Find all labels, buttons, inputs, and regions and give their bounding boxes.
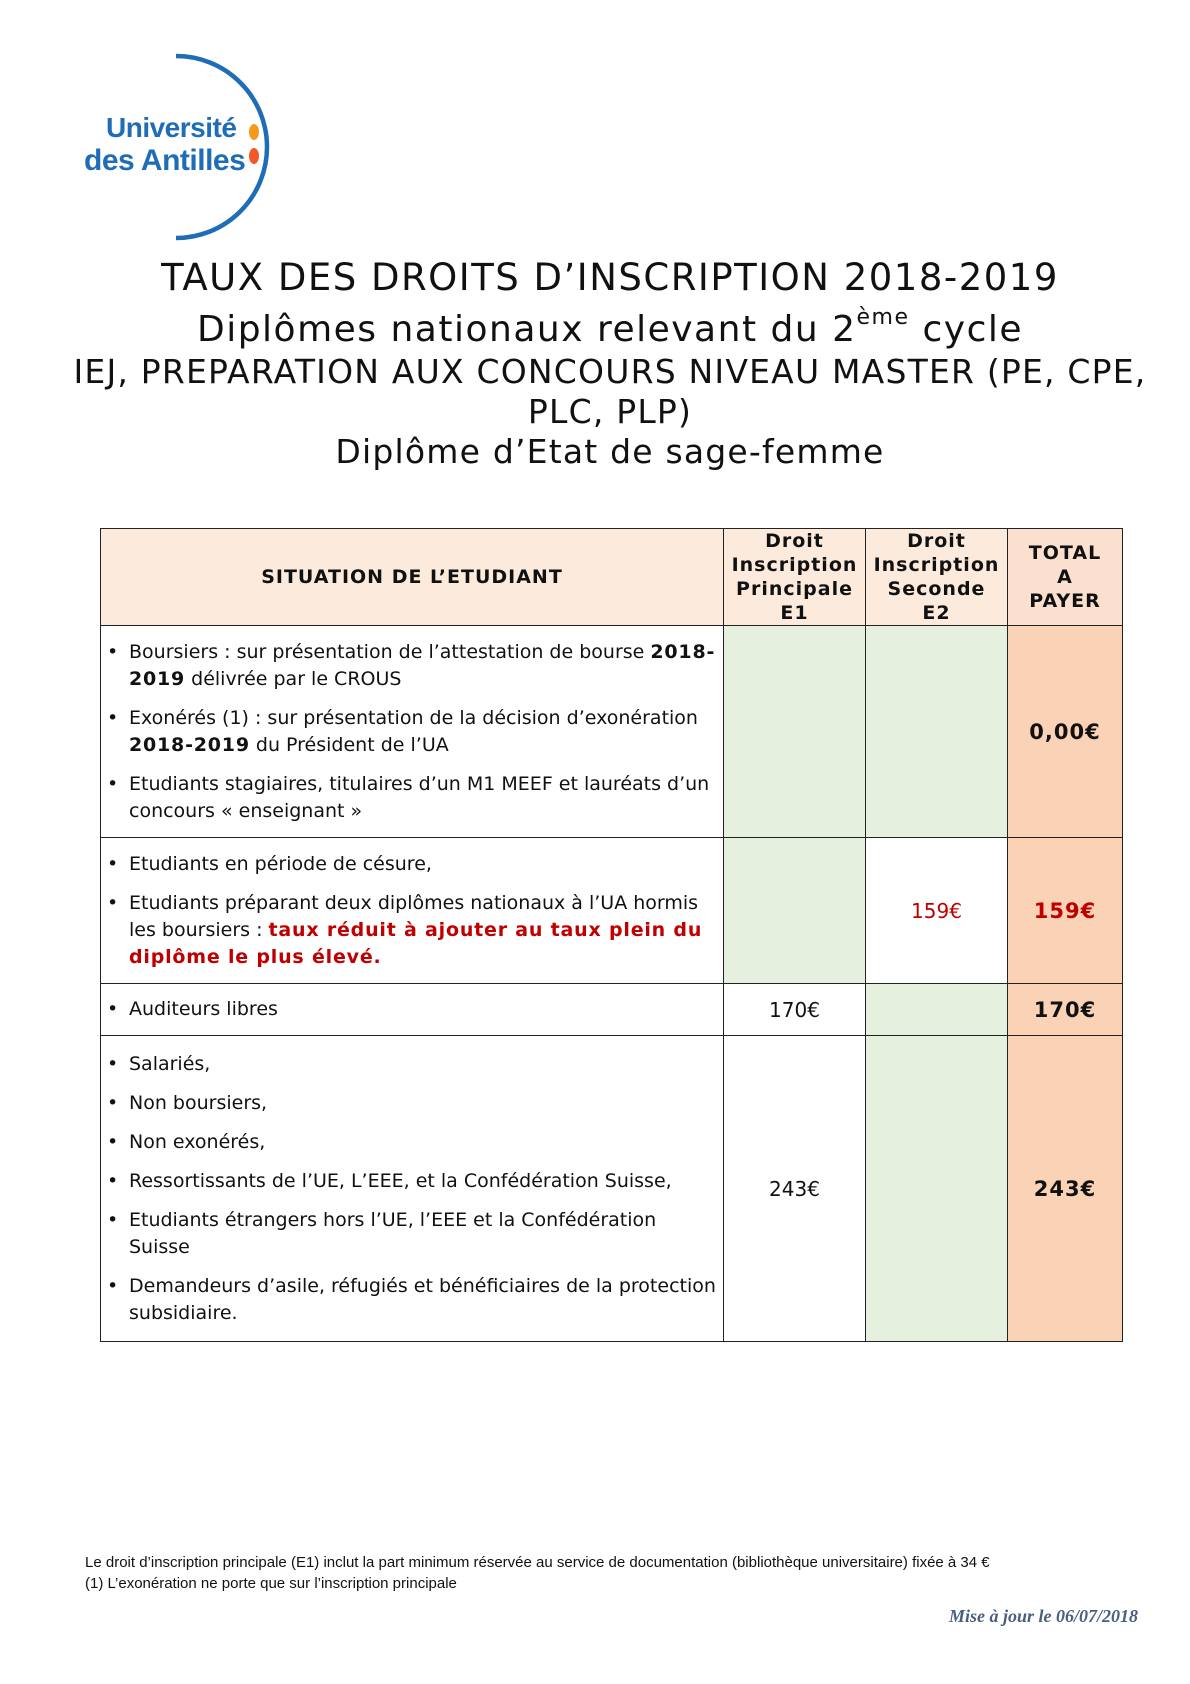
subtitle-cycle (60, 300, 1160, 352)
header-e1 (724, 529, 866, 626)
item-text: Etudiants stagiaires, titulaires d’un M1 MEEF et lauréats d’un concours « enseignant » (129, 772, 710, 822)
header-total-line: TOTAL (1028, 542, 1102, 564)
cell-e1: 243€ (724, 1036, 866, 1342)
item-text: Exonérés (1) : sur présentation de la décision d’exonération (129, 706, 698, 729)
subtitle-concours: IEJ, PREPARATION AUX CONCOURS NIVEAU MASTER (PE, CPE, PLC, PLP) (73, 352, 1147, 431)
bullet-list (101, 996, 723, 1023)
item-bold-text: 2018-2019 (129, 733, 250, 756)
header-e2-line: Inscription (873, 554, 1000, 576)
logo-text-line2: des Antilles (84, 144, 246, 177)
footnote-exoneration: (1) L’exonération ne porte que sur l’inscription principale (85, 1575, 457, 1592)
subtitle-cycle-end: cycle (909, 309, 1024, 350)
header-e2-line: Seconde (887, 578, 986, 600)
cell-total: 159€ (1008, 838, 1123, 984)
item-text: Boursiers : sur présentation de l’attestation de bourse (129, 640, 651, 663)
header-e2-line: E2 (922, 602, 951, 624)
item-bold-text: 2018-2019 (129, 640, 716, 690)
university-logo (78, 52, 288, 242)
header-e1-line: Inscription (731, 554, 858, 576)
cell-e2 (866, 984, 1008, 1036)
item-red-text: taux réduit à ajouter au taux plein du diplôme le plus élevé. (129, 918, 703, 968)
item-text: du Président de l’UA (249, 733, 449, 756)
cell-total: 170€ (1008, 984, 1123, 1036)
list-item (101, 1129, 723, 1156)
header-e1-line: E1 (780, 602, 809, 624)
list-item (101, 851, 723, 878)
item-text: Salariés, (129, 1052, 211, 1075)
cell-e1 (724, 626, 866, 838)
list-item (101, 1207, 723, 1261)
item-text: Non boursiers, (129, 1091, 268, 1114)
list-item (101, 1273, 723, 1327)
table-row (101, 1036, 1123, 1342)
header-e2-line: Droit (907, 530, 966, 552)
list-item (101, 996, 723, 1023)
footnote-e1: Le droit d’inscription principale (E1) inclut la part minimum réservée au service de documentation (bibliothèque universitaire) fixée à 34 € (85, 1554, 990, 1571)
cell-e2: 159€ (866, 838, 1008, 984)
header-situation: SITUATION DE L’ETUDIANT (101, 529, 724, 626)
cell-e2 (866, 626, 1008, 838)
header-total-line: PAYER (1029, 590, 1101, 612)
list-item (101, 1090, 723, 1117)
fees-table (100, 528, 1123, 1342)
row-description (101, 1036, 724, 1342)
list-item (101, 705, 723, 759)
list-item (101, 639, 723, 693)
item-text: Non exonérés, (129, 1130, 266, 1153)
item-text: Ressortissants de l’UE, L’EEE, et la Confédération Suisse, (129, 1169, 672, 1192)
item-text: Auditeurs libres (129, 998, 278, 1020)
header-e1-line: Droit (765, 530, 824, 552)
logo-text-line1: Université (106, 112, 237, 143)
subtitle-cycle-sup: ème (856, 305, 910, 330)
list-item (101, 1168, 723, 1195)
subtitle-cycle-main: Diplômes nationaux relevant du 2 (196, 309, 857, 350)
header-total (1008, 529, 1123, 626)
cell-total: 243€ (1008, 1036, 1123, 1342)
list-item (101, 771, 723, 825)
item-text: Etudiants en période de césure, (129, 852, 432, 875)
subtitle-sage-femme: Diplôme d’Etat de sage-femme (335, 432, 885, 471)
bullet-list (101, 851, 723, 971)
footnotes (85, 1552, 990, 1594)
table-row (101, 626, 1123, 838)
table-row (101, 984, 1123, 1036)
cell-e1 (724, 838, 866, 984)
row-description (101, 838, 724, 984)
item-text: Etudiants étrangers hors l’UE, l’EEE et la Confédération Suisse (129, 1208, 657, 1258)
list-item (101, 890, 723, 971)
item-text: délivrée par le CROUS (185, 667, 402, 690)
list-item (101, 1051, 723, 1078)
header-total-line: A (1057, 566, 1073, 588)
header-e2 (866, 529, 1008, 626)
cell-total: 0,00€ (1008, 626, 1123, 838)
item-text: Etudiants préparant deux diplômes nationaux à l’UA hormis les boursiers : (129, 891, 699, 941)
row-description (101, 984, 724, 1036)
item-text: Demandeurs d’asile, réfugiés et bénéficiaires de la protection subsidiaire. (129, 1274, 716, 1324)
row-description (101, 626, 724, 838)
page-title: TAUX DES DROITS D’INSCRIPTION 2018-2019 (161, 256, 1059, 299)
table-header-row (101, 529, 1123, 626)
table-row (101, 838, 1123, 984)
page-title-block (60, 256, 1160, 472)
bullet-list (101, 639, 723, 825)
bullet-list (101, 1051, 723, 1327)
cell-e1: 170€ (724, 984, 866, 1036)
cell-e2 (866, 1036, 1008, 1342)
header-e1-line: Principale (736, 578, 853, 600)
update-date: Mise à jour le 06/07/2018 (948, 1606, 1138, 1626)
